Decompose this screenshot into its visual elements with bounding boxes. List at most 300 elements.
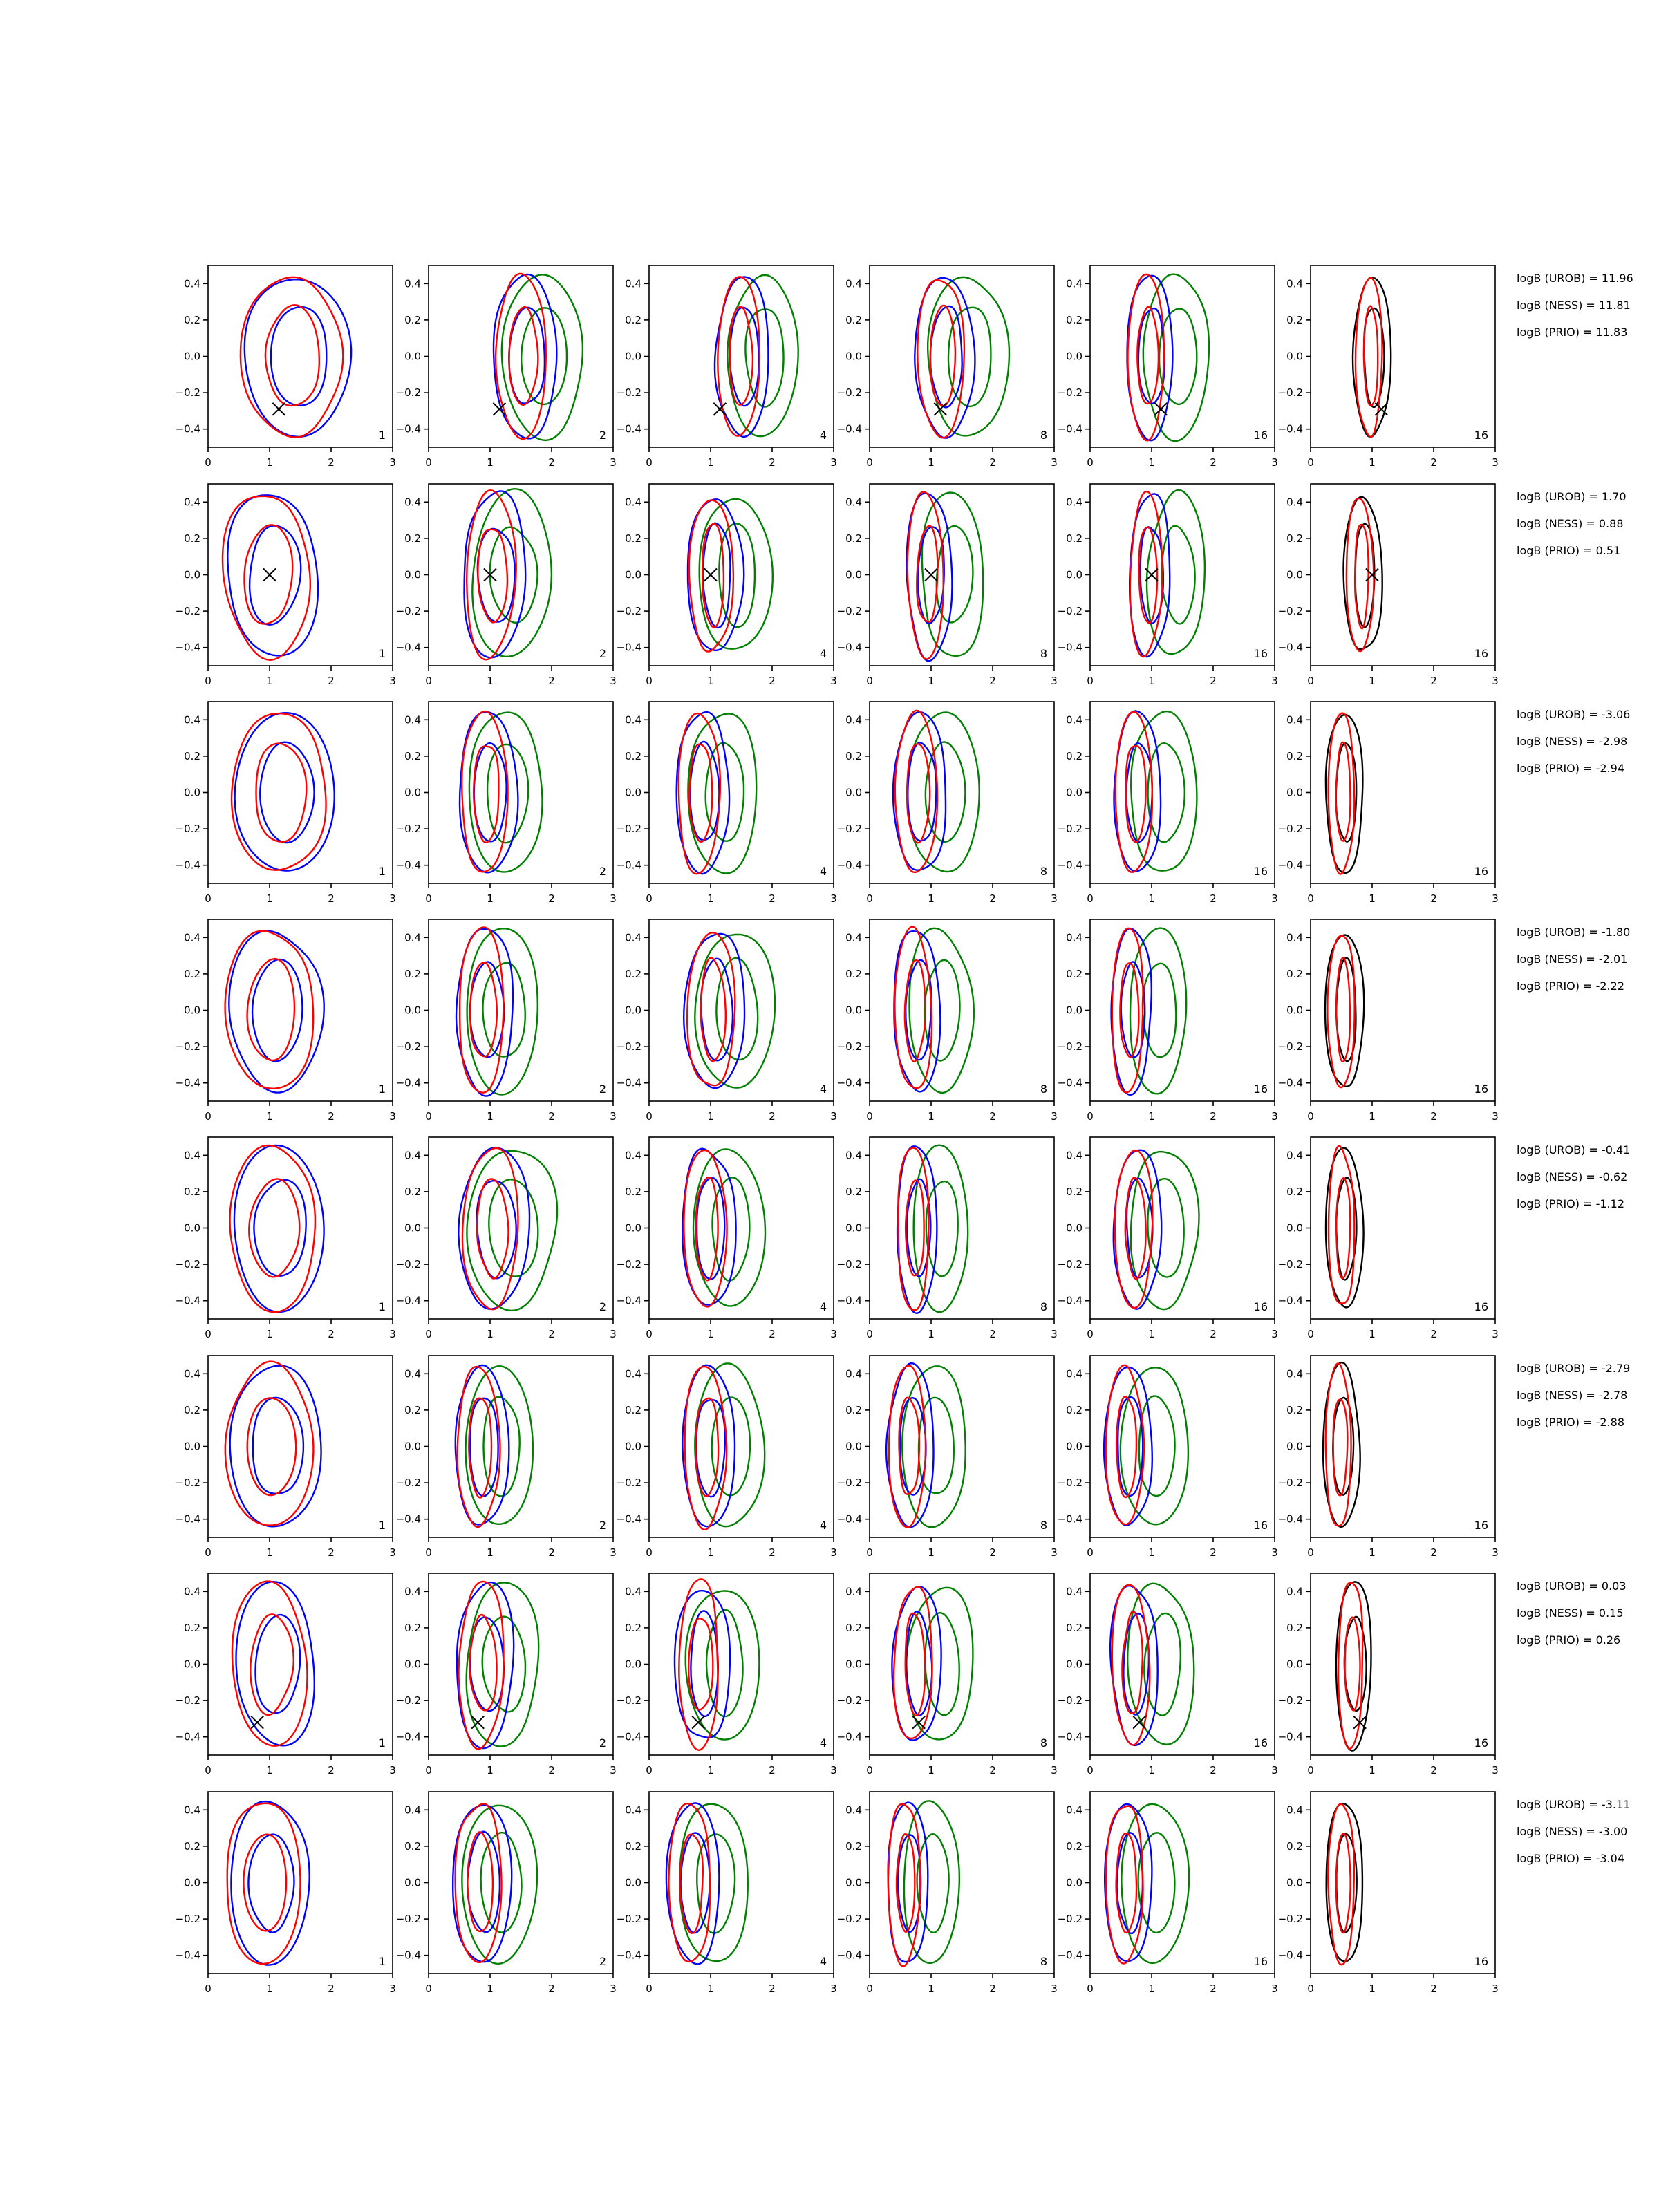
y-tick-label: 0.4 <box>845 496 862 509</box>
panel-count-label: 16 <box>1474 865 1488 878</box>
bayes-factor-text: logB (NESS) = 0.88 <box>1517 517 1624 530</box>
y-tick-label: −0.2 <box>836 1913 862 1926</box>
x-tick-label: 0 <box>205 1546 212 1559</box>
panel-count-label: 8 <box>1040 1955 1047 1968</box>
bayes-factor-text: logB (NESS) = -2.01 <box>1517 953 1628 966</box>
panel-count-label: 2 <box>599 1082 606 1096</box>
y-tick-label: 0.2 <box>404 532 421 545</box>
x-tick-label: 2 <box>328 1110 335 1123</box>
contour-inner-red <box>256 744 307 842</box>
y-tick-label: 0.0 <box>1286 568 1303 581</box>
y-tick-label: −0.4 <box>616 1949 641 1962</box>
axes-frame <box>649 484 834 666</box>
y-tick-label: 0.0 <box>404 1876 421 1889</box>
x-tick-label: 3 <box>1492 1764 1499 1777</box>
y-tick-label: −0.4 <box>395 641 421 654</box>
contour-inner-red <box>469 1398 491 1498</box>
contour-outer-blue <box>458 1147 529 1309</box>
x-tick-label: 1 <box>1369 1764 1376 1777</box>
x-tick-label: 2 <box>769 892 776 905</box>
axes-frame <box>208 265 393 447</box>
x-tick-label: 0 <box>425 1764 432 1777</box>
y-tick-label: 0.0 <box>1286 1658 1303 1671</box>
x-tick-label: 3 <box>1051 1328 1058 1340</box>
bayes-factor-text: logB (PRIO) = -1.12 <box>1517 1197 1624 1210</box>
panel-r8-c4 <box>837 1792 1058 1995</box>
y-tick-label: −0.4 <box>395 1076 421 1089</box>
contour-outer-green <box>910 928 974 1093</box>
contour-outer-blue <box>234 1145 324 1312</box>
y-tick-label: 0.2 <box>1066 313 1082 326</box>
panel-r4-c4 <box>837 919 1058 1123</box>
panel-r3-c6 <box>1278 702 1499 905</box>
y-tick-label: 0.0 <box>1286 1440 1303 1453</box>
y-tick-label: 0.0 <box>845 786 862 799</box>
contour-outer-red <box>458 1367 500 1527</box>
panel-r6-c2 <box>396 1356 617 1559</box>
contour-inner-blue <box>271 307 326 405</box>
x-tick-label: 0 <box>1087 1110 1094 1123</box>
y-tick-label: 0.2 <box>625 967 641 980</box>
y-tick-label: −0.4 <box>616 1076 641 1089</box>
y-tick-label: 0.4 <box>1066 1367 1082 1380</box>
panel-r2-c5 <box>1058 484 1278 687</box>
y-tick-label: 0.4 <box>1286 931 1303 944</box>
x-tick-label: 3 <box>830 456 837 469</box>
axes-frame <box>870 919 1054 1101</box>
y-tick-label: −0.4 <box>175 1949 200 1962</box>
x-tick-label: 3 <box>830 1983 837 1995</box>
x-tick-label: 2 <box>1430 1983 1437 1995</box>
bayes-factor-text: logB (NESS) = 11.81 <box>1517 299 1631 312</box>
y-tick-label: −0.4 <box>616 1294 641 1307</box>
y-tick-label: 0.0 <box>404 1004 421 1017</box>
contour-inner-green <box>745 309 783 406</box>
y-tick-label: 0.0 <box>625 1440 641 1453</box>
contour-outer-blue <box>888 1803 928 1962</box>
panel-r3-c3 <box>617 702 837 905</box>
x-tick-label: 1 <box>928 1764 935 1777</box>
panel-count-label: 2 <box>599 1519 606 1532</box>
y-tick-label: −0.4 <box>175 1294 200 1307</box>
x-tick-label: 2 <box>1210 1983 1217 1995</box>
x-tick-label: 3 <box>1051 1983 1058 1995</box>
contour-inner-red <box>906 1181 924 1276</box>
x-tick-label: 0 <box>425 892 432 905</box>
x-tick-label: 1 <box>707 1546 714 1559</box>
axes-frame <box>208 702 393 883</box>
y-tick-label: −0.4 <box>616 1512 641 1526</box>
panel-count-label: 16 <box>1474 1519 1488 1532</box>
x-tick-label: 3 <box>610 1983 617 1995</box>
contour-outer-red <box>467 490 516 659</box>
y-tick-label: −0.4 <box>836 422 862 435</box>
y-tick-label: −0.4 <box>1277 859 1303 872</box>
y-tick-label: −0.2 <box>836 605 862 618</box>
x-tick-label: 2 <box>328 456 335 469</box>
x-tick-label: 0 <box>646 1110 653 1123</box>
contour-inner-red <box>688 1618 713 1709</box>
true-point-marker <box>925 569 937 581</box>
x-tick-label: 0 <box>646 1546 653 1559</box>
y-tick-label: 0.4 <box>184 496 200 509</box>
x-tick-label: 3 <box>1271 892 1278 905</box>
y-tick-label: 0.2 <box>845 1621 862 1634</box>
x-tick-label: 1 <box>928 1110 935 1123</box>
contour-inner-blue <box>703 523 731 628</box>
y-tick-label: 0.2 <box>1066 967 1082 980</box>
contour-inner-blue <box>474 743 507 841</box>
x-tick-label: 0 <box>205 1328 212 1340</box>
axes-frame <box>1311 1792 1495 1974</box>
y-tick-label: 0.4 <box>1066 713 1082 727</box>
x-tick-label: 2 <box>1430 1110 1437 1123</box>
x-tick-label: 0 <box>205 456 212 469</box>
y-tick-label: 0.4 <box>845 1585 862 1598</box>
panel-r1-c3 <box>617 265 837 469</box>
contour-inner-green <box>1148 743 1185 842</box>
x-tick-label: 0 <box>866 1546 873 1559</box>
x-tick-label: 0 <box>1307 456 1314 469</box>
y-tick-label: 0.4 <box>1066 1149 1082 1162</box>
x-tick-label: 3 <box>1492 1328 1499 1340</box>
contour-inner-red <box>509 307 538 405</box>
panel-count-label: 2 <box>599 1300 606 1313</box>
axes-frame <box>1090 484 1275 666</box>
contour-outer-green <box>1131 1152 1199 1309</box>
panel-count-label: 16 <box>1253 429 1268 442</box>
x-tick-label: 2 <box>548 1110 555 1123</box>
contour-inner-red <box>930 306 955 406</box>
panel-r5-c2 <box>396 1137 617 1340</box>
x-tick-label: 1 <box>1148 1110 1155 1123</box>
axes-frame <box>429 484 613 666</box>
x-tick-label: 3 <box>1271 1983 1278 1995</box>
x-tick-label: 0 <box>425 1983 432 1995</box>
y-tick-label: 0.0 <box>845 1004 862 1017</box>
y-tick-label: 0.2 <box>404 313 421 326</box>
x-tick-label: 3 <box>830 892 837 905</box>
y-tick-label: −0.4 <box>175 422 200 435</box>
x-tick-label: 1 <box>487 1764 494 1777</box>
x-tick-label: 3 <box>1051 456 1058 469</box>
x-tick-label: 1 <box>1369 456 1376 469</box>
x-tick-label: 3 <box>830 675 837 687</box>
x-tick-label: 0 <box>205 675 212 687</box>
axes-frame <box>1311 1137 1495 1319</box>
y-tick-label: −0.2 <box>616 386 641 400</box>
x-tick-label: 1 <box>487 456 494 469</box>
y-tick-label: −0.4 <box>616 859 641 872</box>
x-tick-label: 2 <box>989 456 996 469</box>
axes-frame <box>1311 702 1495 883</box>
y-tick-label: 0.2 <box>404 1185 421 1198</box>
y-tick-label: −0.4 <box>175 1730 200 1743</box>
y-tick-label: −0.4 <box>1277 1949 1303 1962</box>
x-tick-label: 2 <box>548 1328 555 1340</box>
contour-inner-blue <box>730 308 759 406</box>
y-tick-label: −0.2 <box>395 823 421 836</box>
y-tick-label: 0.4 <box>845 931 862 944</box>
contour-outer-green <box>502 274 583 440</box>
panel-count-label: 8 <box>1040 1736 1047 1750</box>
x-tick-label: 0 <box>1307 892 1314 905</box>
y-tick-label: −0.2 <box>175 1258 200 1271</box>
y-tick-label: −0.4 <box>395 422 421 435</box>
y-tick-label: 0.2 <box>845 532 862 545</box>
y-tick-label: −0.2 <box>1277 1477 1303 1490</box>
y-tick-label: 0.0 <box>1066 1221 1082 1235</box>
x-tick-label: 1 <box>928 1546 935 1559</box>
x-tick-label: 1 <box>266 1764 273 1777</box>
y-tick-label: 0.0 <box>184 1004 200 1017</box>
contour-outer-green <box>1131 711 1197 871</box>
y-tick-label: 0.4 <box>1286 1367 1303 1380</box>
x-tick-label: 1 <box>928 456 935 469</box>
y-tick-label: 0.0 <box>1286 786 1303 799</box>
axes-frame <box>1311 484 1495 666</box>
panel-r2-c4 <box>837 484 1058 687</box>
panel-count-label: 16 <box>1253 1300 1268 1313</box>
contour-inner-red <box>250 1614 294 1715</box>
y-tick-label: 0.2 <box>184 749 200 762</box>
x-tick-label: 2 <box>1430 1546 1437 1559</box>
x-tick-label: 1 <box>266 675 273 687</box>
panel-count-label: 4 <box>819 1955 827 1968</box>
x-tick-label: 0 <box>1307 1546 1314 1559</box>
x-tick-label: 0 <box>646 1328 653 1340</box>
y-tick-label: −0.4 <box>395 1294 421 1307</box>
x-tick-label: 0 <box>425 1110 432 1123</box>
y-tick-label: 0.0 <box>184 786 200 799</box>
y-tick-label: 0.2 <box>184 1621 200 1634</box>
x-tick-label: 0 <box>1087 1764 1094 1777</box>
y-tick-label: −0.4 <box>175 859 200 872</box>
x-tick-label: 1 <box>707 1983 714 1995</box>
x-tick-label: 1 <box>266 456 273 469</box>
bayes-factor-annotations-row4 <box>1517 926 1630 993</box>
axes-frame <box>429 1137 613 1319</box>
y-tick-label: 0.2 <box>625 1839 641 1853</box>
panel-r8-c3 <box>617 1792 837 1995</box>
axes-frame <box>1311 1356 1495 1537</box>
x-tick-label: 3 <box>1051 675 1058 687</box>
contour-inner-green <box>706 1610 743 1716</box>
panel-r6-c1 <box>176 1356 396 1559</box>
contour-outer-red <box>227 1803 301 1964</box>
contour-outer-blue <box>235 713 335 870</box>
y-tick-label: 0.4 <box>625 1803 641 1817</box>
x-tick-label: 1 <box>928 1983 935 1995</box>
panel-r7-c1 <box>176 1573 396 1777</box>
x-tick-label: 0 <box>1087 456 1094 469</box>
y-tick-label: −0.2 <box>175 1477 200 1490</box>
x-tick-label: 2 <box>1210 1764 1217 1777</box>
panel-count-label: 4 <box>819 1519 827 1532</box>
y-tick-label: −0.4 <box>395 1949 421 1962</box>
y-tick-label: −0.2 <box>1277 1694 1303 1707</box>
y-tick-label: 0.4 <box>625 713 641 727</box>
x-tick-label: 1 <box>487 1328 494 1340</box>
x-tick-label: 0 <box>866 1983 873 1995</box>
y-tick-label: 0.2 <box>404 749 421 762</box>
panel-count-label: 2 <box>599 647 606 660</box>
x-tick-label: 3 <box>830 1110 837 1123</box>
contour-inner-green <box>1161 526 1194 624</box>
panel-r3-c5 <box>1058 702 1278 905</box>
panel-count-label: 8 <box>1040 865 1047 878</box>
y-tick-label: −0.4 <box>616 1730 641 1743</box>
panel-r4-c3 <box>617 919 837 1123</box>
x-tick-label: 1 <box>707 675 714 687</box>
x-tick-label: 3 <box>610 675 617 687</box>
y-tick-label: −0.2 <box>1057 823 1082 836</box>
bayes-factor-text: logB (NESS) = -3.00 <box>1517 1825 1628 1838</box>
x-tick-label: 1 <box>1148 1983 1155 1995</box>
contour-inner-green <box>917 1834 949 1933</box>
x-tick-label: 1 <box>707 1764 714 1777</box>
y-tick-label: −0.2 <box>1277 1040 1303 1053</box>
x-tick-label: 1 <box>707 456 714 469</box>
x-tick-label: 3 <box>1051 1546 1058 1559</box>
contour-inner-blue <box>697 1178 724 1280</box>
contour-outer-red <box>1347 498 1374 651</box>
y-tick-label: −0.4 <box>1277 422 1303 435</box>
y-tick-label: −0.4 <box>1277 1730 1303 1743</box>
y-tick-label: 0.4 <box>1066 931 1082 944</box>
y-tick-label: 0.0 <box>404 350 421 363</box>
panel-count-label: 4 <box>819 1736 827 1750</box>
y-tick-label: 0.4 <box>404 931 421 944</box>
y-tick-label: 0.4 <box>625 931 641 944</box>
y-tick-label: −0.2 <box>1057 605 1082 618</box>
x-tick-label: 1 <box>487 1110 494 1123</box>
y-tick-label: 0.4 <box>184 277 200 290</box>
panel-r7-c3 <box>617 1573 837 1777</box>
x-tick-label: 3 <box>610 1546 617 1559</box>
axes-frame <box>649 1573 834 1755</box>
panel-r5-c6 <box>1278 1137 1499 1340</box>
y-tick-label: 0.4 <box>1066 277 1082 290</box>
x-tick-label: 1 <box>266 892 273 905</box>
x-tick-label: 1 <box>1369 1983 1376 1995</box>
x-tick-label: 0 <box>1087 675 1094 687</box>
x-tick-label: 3 <box>1051 892 1058 905</box>
y-tick-label: −0.4 <box>1057 1294 1082 1307</box>
y-tick-label: 0.2 <box>184 313 200 326</box>
y-tick-label: 0.0 <box>184 1658 200 1671</box>
x-tick-label: 0 <box>646 1764 653 1777</box>
panel-r1-c6 <box>1278 265 1499 469</box>
y-tick-label: −0.4 <box>616 422 641 435</box>
panel-r4-c5 <box>1058 919 1278 1123</box>
x-tick-label: 2 <box>548 675 555 687</box>
x-tick-label: 2 <box>328 1546 335 1559</box>
x-tick-label: 0 <box>646 456 653 469</box>
axes-frame <box>870 702 1054 883</box>
axes-frame <box>1090 1137 1275 1319</box>
y-tick-label: 0.4 <box>404 277 421 290</box>
x-tick-label: 1 <box>928 892 935 905</box>
y-tick-label: 0.4 <box>184 931 200 944</box>
x-tick-label: 3 <box>1051 1764 1058 1777</box>
panel-count-label: 16 <box>1253 1736 1268 1750</box>
y-tick-label: 0.4 <box>1066 1803 1082 1817</box>
bayes-factor-text: logB (PRIO) = 11.83 <box>1517 326 1628 339</box>
y-tick-label: 0.2 <box>625 313 641 326</box>
panel-r7-c6 <box>1278 1573 1499 1777</box>
y-tick-label: 0.2 <box>1286 749 1303 762</box>
contour-inner-blue <box>691 1611 718 1716</box>
contour-outer-blue <box>236 1582 315 1745</box>
contour-inner-blue <box>248 1835 294 1933</box>
bayes-factor-text: logB (UROB) = -0.41 <box>1517 1143 1631 1156</box>
x-tick-label: 0 <box>646 892 653 905</box>
panel-count-label: 4 <box>819 647 827 660</box>
panel-r3-c4 <box>837 702 1058 905</box>
x-tick-label: 2 <box>1430 1328 1437 1340</box>
x-tick-label: 1 <box>1148 1328 1155 1340</box>
panel-count-label: 16 <box>1253 865 1268 878</box>
y-tick-label: 0.0 <box>184 568 200 581</box>
contour-inner-blue <box>908 743 936 841</box>
x-tick-label: 1 <box>1148 1546 1155 1559</box>
bayes-factor-text: logB (NESS) = -2.98 <box>1517 735 1628 748</box>
y-tick-label: 0.4 <box>404 1149 421 1162</box>
panel-r3-c2 <box>396 702 617 905</box>
bayes-factor-text: logB (UROB) = 11.96 <box>1517 272 1633 285</box>
y-tick-label: −0.2 <box>175 1694 200 1707</box>
x-tick-label: 1 <box>1369 1546 1376 1559</box>
x-tick-label: 0 <box>425 1546 432 1559</box>
x-tick-label: 3 <box>1271 456 1278 469</box>
contour-outer-red <box>462 1148 518 1309</box>
y-tick-label: 0.4 <box>625 1149 641 1162</box>
y-tick-label: 0.2 <box>845 313 862 326</box>
x-tick-label: 1 <box>487 1546 494 1559</box>
y-tick-label: 0.4 <box>184 1149 200 1162</box>
contour-inner-red <box>477 1179 509 1278</box>
bayes-factor-text: logB (UROB) = -2.79 <box>1517 1362 1631 1375</box>
y-tick-label: 0.0 <box>625 786 641 799</box>
y-tick-label: −0.2 <box>395 1258 421 1271</box>
y-tick-label: 0.2 <box>845 967 862 980</box>
x-tick-label: 0 <box>866 1764 873 1777</box>
panel-r6-c5 <box>1058 1356 1278 1559</box>
y-tick-label: 0.2 <box>625 532 641 545</box>
contour-inner-blue <box>900 1398 926 1494</box>
x-tick-label: 3 <box>389 892 396 905</box>
contour-inner-red <box>1116 1833 1136 1933</box>
contour-inner-blue <box>250 526 301 625</box>
bayes-factor-text: logB (PRIO) = -2.94 <box>1517 762 1624 775</box>
y-tick-label: 0.0 <box>1066 1658 1082 1671</box>
x-tick-label: 0 <box>425 1328 432 1340</box>
panel-r8-c6 <box>1278 1792 1499 1995</box>
bayes-factor-text: logB (NESS) = -0.62 <box>1517 1170 1628 1183</box>
panel-count-label: 16 <box>1253 1082 1268 1096</box>
y-tick-label: −0.2 <box>175 1913 200 1926</box>
panel-count-label: 16 <box>1474 429 1488 442</box>
panel-count-label: 2 <box>599 1736 606 1750</box>
x-tick-label: 3 <box>1492 456 1499 469</box>
contour-outer-green <box>904 1801 959 1963</box>
true-point-marker <box>713 403 726 415</box>
bayes-factor-text: logB (PRIO) = -2.88 <box>1517 1416 1624 1429</box>
x-tick-label: 0 <box>866 1328 873 1340</box>
y-tick-label: −0.2 <box>836 1040 862 1053</box>
x-tick-label: 1 <box>1148 892 1155 905</box>
